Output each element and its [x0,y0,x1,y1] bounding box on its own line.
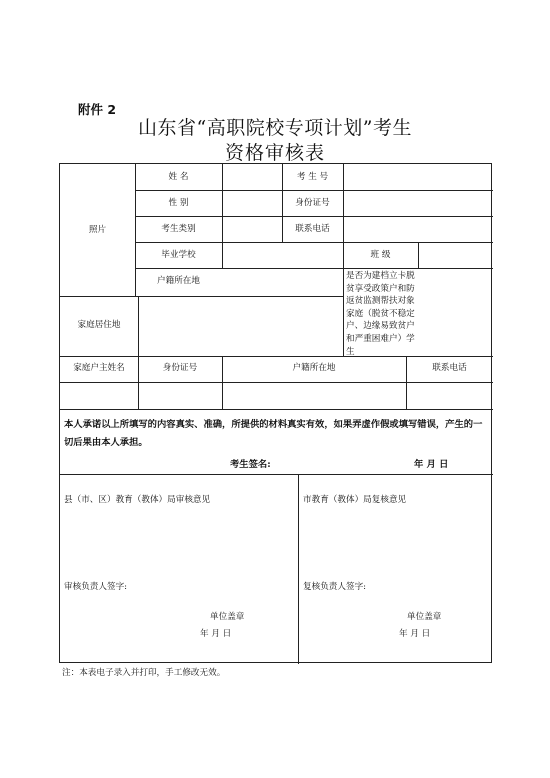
class-label: 班 级 [370,250,391,260]
photo-label: 照片 [88,225,107,235]
city-seal-date: 年 月 日 [399,629,431,639]
commitment-text: 本人承诺以上所填写的内容真实、准确，所提供的材料真实有效，如果弄虚作假或填写错误，产生的一切后果由本人承担。 [64,419,483,448]
household-hukou-header: 户籍所在地 [292,363,336,373]
candidate-sign-label: 考生签名: [230,459,271,470]
col-line [138,296,139,356]
annex-label: 附件 2 [78,102,117,117]
row-line [60,409,493,410]
reviewer-sign-label: 审核负责人签字: [64,582,128,592]
name-label: 姓 名 [168,172,189,182]
form-title-line1: 山东省“高职院校专项计划”考生 [138,117,412,139]
category-label: 考生类别 [161,224,196,234]
hukou-label: 户籍所在地 [157,276,200,286]
household-phone-header: 联系电话 [432,363,467,373]
gender-label: 性 别 [168,198,189,208]
col-line [418,242,419,268]
household-head-name-header: 家庭户主姓名 [73,363,125,373]
city-seal-label: 单位盖章 [407,612,442,622]
county-seal-date: 年 月 日 [200,629,232,639]
col-line [222,164,223,268]
row-line [135,216,493,217]
household-id-header: 身份证号 [162,363,198,373]
qualification-form-table [59,163,492,663]
row-line [60,296,343,297]
county-review-label: 县（市、区）教育（教体）局审核意见 [64,495,211,505]
row-line [135,268,493,269]
col-line [298,474,299,664]
footer-note: 注：本表电子录入并打印，手工修改无效。 [62,668,226,678]
candidate-sign-date: 年 月 日 [414,459,449,470]
row-line [135,242,493,243]
row-line [135,190,493,191]
rechecker-sign-label: 复核负责人签字: [303,582,367,592]
exam-no-label: 考 生 号 [296,172,329,182]
home-address-label: 家庭居住地 [77,320,121,330]
phone-label: 联系电话 [295,224,330,234]
city-review-label: 市教育（教体）局复核意见 [303,495,407,505]
id-label: 身份证号 [295,198,330,208]
row-line [60,474,493,475]
school-label: 毕业学校 [161,250,196,260]
county-seal-label: 单位盖章 [210,612,245,622]
row-line [60,382,493,383]
row-line [60,356,493,357]
poverty-question: 是否为建档立卡脱贫享受政策户和防返贫监测帮扶对象家庭（脱贫不稳定户、边缘易致贫户和严重困难户）学生 [346,271,415,357]
form-title-line2: 资格审核表 [224,142,325,164]
